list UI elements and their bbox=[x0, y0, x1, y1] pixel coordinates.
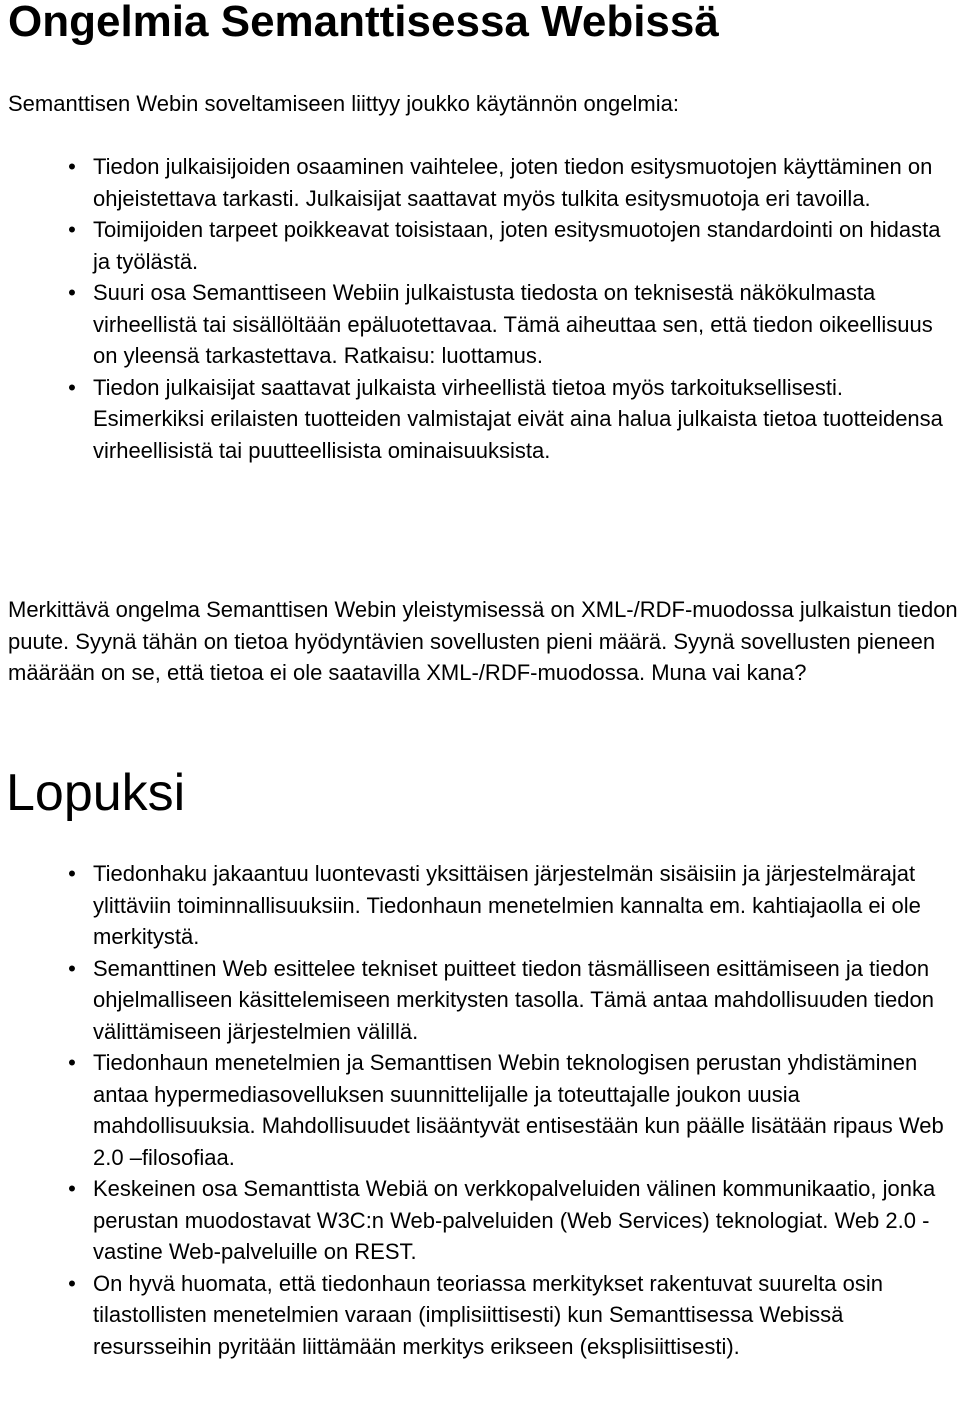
section-title-conclusion: Lopuksi bbox=[6, 764, 186, 822]
body-paragraph: Merkittävä ongelma Semanttisen Webin yleistymisessä on XML-/RDF-muodossa julkaistun tiedon puute. Syynä tähän on tietoa hyödyntävien sovellusten pieni määrä. Syynä sovellusten pieneen määrään on se, että tietoa ei ole saatavilla XML-/RDF-muodossa. Muna vai kana? bbox=[8, 597, 958, 685]
list-item bbox=[0, 372, 960, 467]
bullet-icon: • bbox=[68, 374, 76, 400]
bullet-icon: • bbox=[68, 1270, 76, 1296]
list-item-text: Tiedon julkaisijat saattavat julkaista virheellistä tietoa myös tarkoituksellisesti. Esimerkiksi erilaisten tuotteiden valmistajat eivät aina halua julkaista tietoa tuotteidensa virheellisistä tai puutteellisista ominaisuuksista. bbox=[93, 374, 943, 463]
list-item-text: Suuri osa Semanttiseen Webiin julkaistusta tiedosta on teknisestä näkökulmasta virheellistä tai sisällöltään epäluotettavaa. Tämä aiheuttaa sen, että tiedon oikeellisuus on yleensä tarkastettava. Ratkaisu: luottamus. bbox=[93, 280, 933, 368]
list-item-text: Toimijoiden tarpeet poikkeavat toisistaan, joten esitysmuotojen standardointi on hidasta ja työlästä. bbox=[93, 217, 941, 274]
bullet-icon: • bbox=[68, 217, 76, 242]
problems-list bbox=[0, 151, 960, 466]
section-title-problems: Ongelmia Semanttisessa Webissä bbox=[8, 0, 719, 46]
list-item-text: Tiedonhaku jakaantuu luontevasti yksittäisen järjestelmän sisäisiin ja järjestelmärajat ylittäviin toiminnallisuuksiin. Tiedonhaun menetelmien kannalta em. kahtiajaolla ei ole merkitystä. bbox=[93, 861, 921, 949]
bullet-icon: • bbox=[68, 861, 76, 886]
list-item-text: Tiedonhaun menetelmien ja Semanttisen Webin teknologisen perustan yhdistäminen antaa hypermediasovelluksen suunnittelijalle ja toteuttajalle joukon uusia mahdollisuuksia. Mahdollisuudet lisääntyvät entisestään kun päälle lisätään ripaus Web 2.0 –filosofiaa. bbox=[93, 1050, 944, 1170]
list-item bbox=[0, 151, 960, 214]
list-item bbox=[0, 214, 960, 277]
bullet-icon: • bbox=[68, 1176, 76, 1201]
intro-paragraph: Semanttisen Webin soveltamiseen liittyy joukko käytännön ongelmia: bbox=[8, 91, 679, 116]
list-item bbox=[0, 1173, 960, 1268]
list-item bbox=[0, 1268, 960, 1363]
list-item bbox=[0, 277, 960, 372]
list-item bbox=[0, 953, 960, 1048]
conclusion-list bbox=[0, 858, 960, 1362]
list-item-text: Tiedon julkaisijoiden osaaminen vaihtelee, joten tiedon esitysmuotojen käyttäminen on ohjeistettava tarkasti. Julkaisijat saattavat myös tulkita esitysmuotoja eri tavoilla. bbox=[93, 154, 933, 211]
list-item-text: On hyvä huomata, että tiedonhaun teoriassa merkitykset rakentuvat suurelta osin tilastollisten menetelmien varaan (implisiittisesti) kun Semanttisessa Webissä resursseihin pyritään liittämään merkitys erikseen (eksplisiittisesti). bbox=[93, 1270, 883, 1359]
bullet-icon: • bbox=[68, 154, 76, 179]
bullet-icon: • bbox=[68, 1050, 76, 1075]
list-item-text: Semanttinen Web esittelee tekniset puitteet tiedon täsmälliseen esittämiseen ja tiedon ohjelmalliseen käsittelemiseen merkitysten tasolla. Tämä antaa mahdollisuuden tiedon välittämiseen järjestelmien välillä. bbox=[93, 955, 934, 1044]
bullet-icon: • bbox=[68, 280, 76, 305]
list-item-text: Keskeinen osa Semanttista Webiä on verkkopalveluiden välinen kommunikaatio, jonka perustan muodostavat W3C:n Web-palveluiden (Web Services) teknologiat. Web 2.0 -vastine Web-palveluille on REST. bbox=[93, 1176, 936, 1264]
bullet-icon: • bbox=[68, 955, 76, 981]
list-item bbox=[0, 858, 960, 953]
list-item bbox=[0, 1047, 960, 1173]
